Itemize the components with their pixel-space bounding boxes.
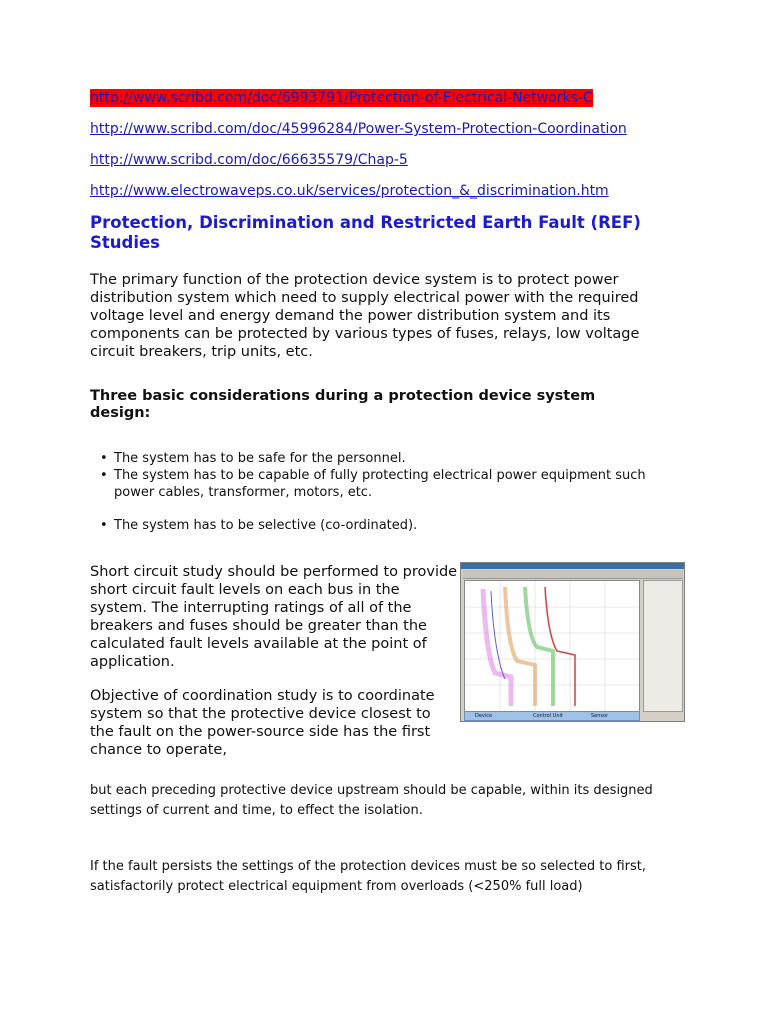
list-item: • The system has to be selective (co-ordinated). [100, 518, 418, 533]
window-toolbar [463, 570, 683, 579]
status-row-label: Control Unit [533, 713, 563, 719]
considerations-subheading: Three basic considerations during a protection device system design: [90, 388, 596, 421]
continuation-paragraph: but each preceding protective device upstream should be capable, within its designed settings of current and time, to effect the isolation. [90, 783, 653, 818]
window-titlebar [461, 563, 684, 569]
coordination-software-screenshot [460, 562, 685, 722]
link-electrowaveps[interactable]: http://www.electrowaveps.co.uk/services/protection_&_discrimination.htm [90, 183, 609, 199]
list-item: • The system has to be safe for the personnel. [100, 451, 406, 466]
link-scribd-protection-networks[interactable]: http://www.scribd.com/doc/6993791/Protection-of-Electrical-Networks-C [90, 90, 593, 106]
bullet-icon: • [100, 468, 108, 483]
status-row-label: Sensor [591, 713, 609, 719]
list-item: • The system has to be capable of fully protecting electrical power equipment such power cables, transformer, motors, etc. [100, 468, 646, 500]
bullet-icon: • [100, 518, 108, 533]
time-current-plot [464, 580, 640, 712]
tcc-curves [465, 581, 639, 711]
bullet-icon: • [100, 451, 108, 466]
status-row-label: Device [475, 713, 493, 719]
intro-paragraph: The primary function of the protection device system is to protect power distribution system which need to supply electrical power with the required voltage level and energy demand the power distribution system and its components can be protected by various types of fuses, relays, low voltage circuit breakers, trip units, etc. [90, 272, 640, 360]
section-heading: Protection, Discrimination and Restricted Earth Fault (REF) Studies [90, 213, 641, 252]
objective-paragraph: Objective of coordination study is to coordinate system so that the protective device closest to the fault on the power-source side has the first chance to operate, [90, 688, 435, 758]
link-scribd-chap5[interactable]: http://www.scribd.com/doc/66635579/Chap-5 [90, 152, 408, 168]
link-scribd-coordination[interactable]: http://www.scribd.com/doc/45996284/Power-System-Protection-Coordination [90, 121, 627, 137]
device-settings-panel [643, 580, 683, 712]
short-circuit-paragraph: Short circuit study should be performed to provide short circuit fault levels on each bus in the system. The interrupting ratings of all of the breakers and fuses should be greater than the calculated fault levels available at the point of application. [90, 564, 458, 670]
device-status-row [464, 711, 640, 721]
persist-paragraph: If the fault persists the settings of the protection devices must be so selected to first, satisfactorily protect electrical equipment from overloads (<250% full load) [90, 859, 646, 894]
